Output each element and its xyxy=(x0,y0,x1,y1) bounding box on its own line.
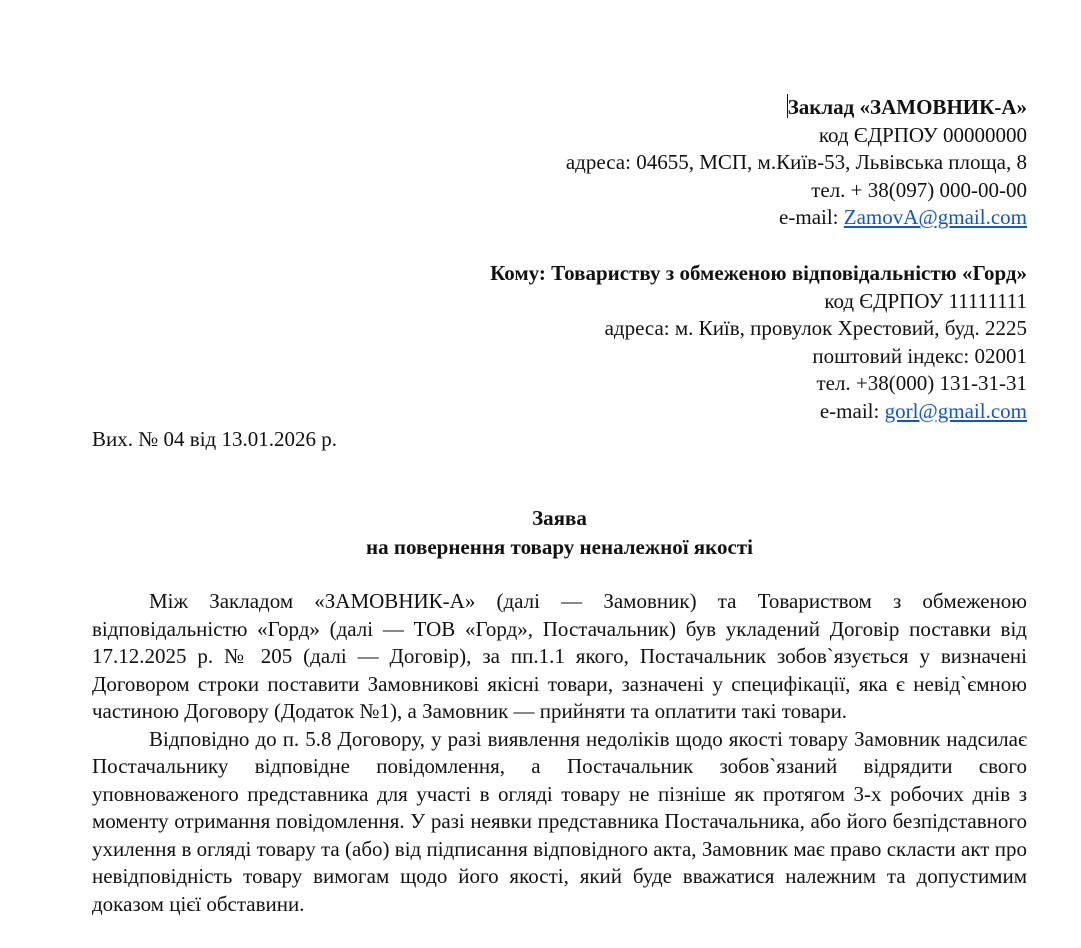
recipient-address: адреса: м. Київ, провулок Хрестовий, буд. 2225 xyxy=(604,316,1027,340)
recipient-email-line xyxy=(490,398,1027,426)
sender-email-line xyxy=(566,204,1027,232)
sender-email-label: e-mail: xyxy=(779,205,844,229)
recipient-phone: тел. +38(000) 131-31-31 xyxy=(816,371,1027,395)
sender-name-line xyxy=(566,94,1027,122)
sender-address: адреса: 04655, МСП, м.Київ-53, Львівська площа, 8 xyxy=(565,150,1027,174)
sender-edrpou: код ЄДРПОУ 00000000 xyxy=(818,122,1027,147)
recipient-edrpou: код ЄДРПОУ 11111111 xyxy=(824,288,1027,313)
document-title: Заява xyxy=(532,506,587,530)
recipient-to: Кому: Товариству з обмеженою відповідальністю «Горд» xyxy=(490,261,1027,285)
sender-block xyxy=(566,94,1027,232)
body-paragraph: Між Закладом «ЗАМОВНИК-А» (далі — Замовник) та Товариством з обмеженою відповідальністю «Горд» (далі — ТОВ «Горд», Постачальник) був укладений Договір поставки від 17.12.2025 р. № 205 (далі — Договір), за пп.1.1 якого, Постачальник зобов`язується у визначені Договором строки поставити Замовникові якісні товари, зазначені у специфікації, яка є невід`ємною частиною Договору (Додаток №1), а Замовник — прийняти та оплатити такі товари. xyxy=(92,589,1027,723)
document-subtitle: на повернення товару неналежної якості xyxy=(366,535,753,559)
sender-phone: тел. + 38(097) 000-00-00 xyxy=(811,177,1027,202)
sender-email-link[interactable]: ZamovA@gmail.com xyxy=(843,205,1027,229)
recipient-postal: поштовий індекс: 02001 xyxy=(812,343,1027,368)
recipient-block xyxy=(490,260,1027,425)
recipient-email-link[interactable]: gorl@gmail.com xyxy=(884,398,1027,423)
recipient-email-label: e-mail: xyxy=(819,398,885,423)
outgoing-reference: Вих. № 04 від 13.01.2026 р. xyxy=(92,427,337,451)
body-paragraph: Відповідно до п. 5.8 Договору, у разі виявлення недоліків щодо якості товару Замовник надсилає Постачальнику відповідне повідомлення, а Постачальник зобов`язаний відрядити свого уповноваженого представника для участі в огляді товару не пізніше як протягом 3-х робочих днів з моменту отримання повідомлення. У разі неявки представника Постачальника, або його безпідставного ухилення в огляді товару та (або) від підписання відповідного акта, Замовник має право скласти акт про невідповідність товару вимогам щодо його якості, який буде вважатися належним та допустимим доказом цієї обставини. xyxy=(92,726,1027,916)
sender-name: Заклад «ЗАМОВНИК-А» xyxy=(787,95,1027,119)
document-body xyxy=(92,588,1027,918)
